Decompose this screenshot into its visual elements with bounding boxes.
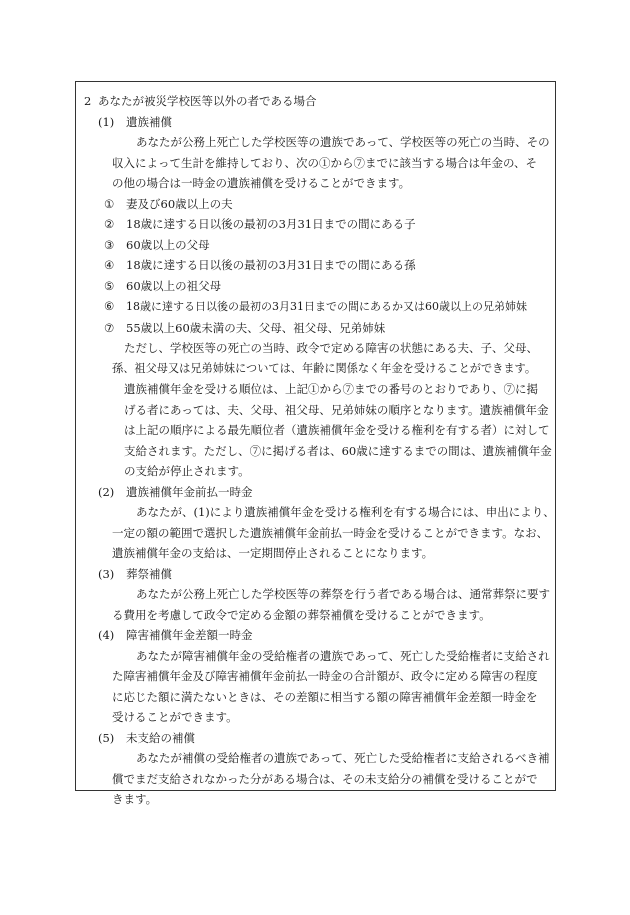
- list-item: ① 妻及び60歳以上の夫: [104, 196, 233, 211]
- list-item: ② 18歳に達する日以後の最初の3月31日までの間にある子: [104, 217, 416, 231]
- heading-text: あなたが被災学校医等以外の者である場合: [98, 94, 317, 108]
- content-box: [75, 81, 556, 806]
- priority-order-paragraph: 遺族補償年金を受ける順位は、上記①から⑦までの番号のとおりであり、⑦に掲 げる者にあっては、夫、父母、祖父母、兄弟姉妹の順序となります。遺族補償年金 は上記の順序による最先順位者（遺族補償年金を受ける権利を有する者）に対して 支給されます。ただし、⑦に掲げる者は、60歳に達するまでの間は、遺族補償年金 の支給が停止されます。: [124, 382, 552, 478]
- list-item: ⑤ 60歳以上の祖父母: [104, 278, 222, 293]
- subsection-title-1: (1) 遺族補償: [98, 114, 172, 129]
- subsection-title-4: (4) 障害補償年金差額一時金: [98, 628, 253, 642]
- list-item: ④ 18歳に達する日以後の最初の3月31日までの間にある孫: [104, 258, 416, 272]
- list-item: ⑦ 55歳以上60歳未満の夫、父母、祖父母、兄弟姉妹: [104, 320, 386, 335]
- disability-exception-paragraph: ただし、学校医等の死亡の当時、政令で定める障害の状態にある夫、子、父母、: [124, 341, 538, 355]
- disability-difference-paragraph: あなたが障害補償年金の受給権者の遺族であって、死亡した受給権者に支給され た障害補償年金及び障害補償年金前払一時金の合計額が、政令に定める障害の程度 に応じた額に満たないときは、その差額に相当する額の障害補償年金差額一時金を 受けることができます。: [112, 648, 550, 724]
- heading-number: 2: [84, 94, 92, 108]
- list-item: ③ 60歳以上の父母: [104, 237, 210, 252]
- subsection-title-5: (5) 未支給の補償: [98, 730, 195, 745]
- unpaid-compensation-paragraph: あなたが補償の受給権者の遺族であって、死亡した受給権者に支給されるべき補 償でまだ支給されなかった分がある場合は、その未支給分の補償を受けることがで きます。: [112, 751, 550, 806]
- subsection-title-2: (2) 遺族補償年金前払一時金: [98, 484, 253, 499]
- funeral-compensation-paragraph: あなたが公務上死亡した学校医等の葬祭を行う者である場合は、通常葬祭に要す る費用を考慮して政令で定める金額の葬祭補償を受けることができます。: [112, 587, 550, 622]
- list-item: ⑥ 18歳に達する日以後の最初の3月31日までの間にあるか又は60歳以上の兄弟姉妹: [104, 299, 527, 313]
- lump-sum-advance-paragraph: あなたが、(1)により遺族補償年金を受ける権利を有する場合には、申出により、 一定の額の範囲で選択した遺族補償年金前払一時金を受けることができます。なお、 遺族補償年金の支給は、一定期間停止されることになります。: [112, 505, 555, 560]
- eligible-survivor-list: [84, 194, 547, 339]
- subsection-title-3: (3) 葬祭補償: [98, 566, 172, 581]
- disability-exception-paragraph-cont: 孫、祖父母又は兄弟姉妹については、年齢に関係なく年金を受けることができます。: [112, 361, 537, 375]
- survivor-compensation-paragraph: あなたが公務上死亡した学校医等の遺族であって、学校医等の死亡の当時、その 収入によって生計を維持しており、次の①から⑦までに該当する場合は年金の、そ の他の場合は一時金の遺族補償を受けることができます。: [112, 135, 550, 190]
- section-heading: [84, 91, 547, 112]
